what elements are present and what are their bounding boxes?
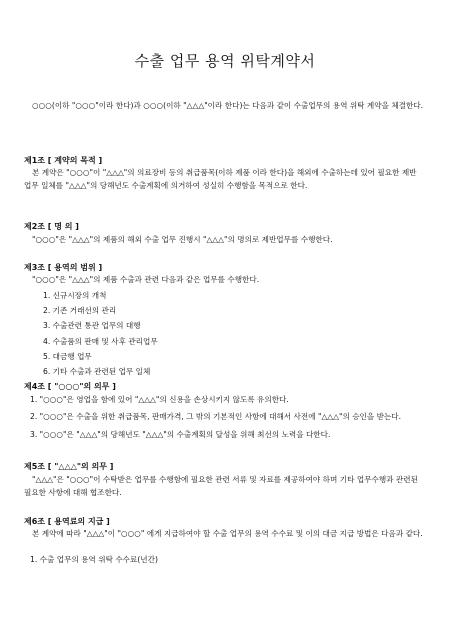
- article-3-heading: 제3조 [ 용역의 범위 ]: [24, 263, 103, 272]
- article-3-body: "○○○"은 "△△△"의 제품 수출과 관련 다음과 같은 업무를 수행한다.: [32, 275, 260, 284]
- list-item: 5. 대금행 업무: [43, 351, 92, 361]
- article-6-heading: 제6조 [ 용역료의 지급 ]: [24, 517, 110, 526]
- article-1-heading: 제1조 [ 계약의 목적 ]: [24, 156, 103, 165]
- article-1-body: 본 계약은 "○○○"이 "△△△"의 의료장비 등의 취급품목(이하 제품 이라 한다)을 해외에 수출하는데 있어 필요한 제반 업무 일체를 "△△△"의 당해년도 수출계획에 의거하여 성실히 수행함을 목적으로 한다.: [24, 168, 417, 190]
- article-5-body: "△△△"은 "○○○"이 수탁받은 업무를 수행함에 필요한 관련 서류 및 자료를 제공하여야 하며 기타 업무수행과 관련된 필요한 사항에 대해 협조한다.: [24, 475, 418, 497]
- list-item: 6. 기타 수출과 관련된 업무 일체: [43, 367, 151, 377]
- article-6-body: 본 계약에 따라 "△△△"이 "○○○" 에게 지급하여야 할 수출 업무의 용역 수수료 및 이의 대금 지급 방법은 다음과 같다.: [32, 529, 423, 538]
- list-item: 3. "○○○"은 "△△△"의 당해년도 "△△△"의 수출계획의 달성을 위해 최선의 노력을 다한다.: [30, 429, 331, 439]
- intro-paragraph: ○○○(이하 "○○○"이라 한다)과 ○○○(이하 "△△△"이라 한다)는 다음과 같이 수출업무의 용역 위탁 계약을 체결한다.: [32, 101, 424, 110]
- list-item: 2. 기존 거래선의 관리: [43, 306, 117, 316]
- article-4-list: [30, 394, 420, 446]
- list-item: 2. "○○○"은 수출을 위한 취급품목, 판매가격, 그 밖의 기본적인 사항에 대해서 사전에 "△△△"의 승인을 받는다.: [30, 412, 402, 422]
- article-2-body: "○○○"은 "△△△"의 제품의 해외 수출 업무 진행시 "△△△"의 명의로 제반업무를 수행한다.: [32, 235, 333, 244]
- article-2-heading: 제2조 [ 명 의 ]: [24, 222, 79, 231]
- list-item: 1. 신규시장의 개척: [43, 291, 107, 300]
- article-5-heading: 제5조 [ "△△△"의 의무 ]: [24, 462, 114, 471]
- document-title: 수출 업무 용역 위탁계약서: [134, 52, 316, 70]
- list-item: 1. 수출 업무의 용역 위탁 수수료(년간): [30, 555, 158, 564]
- list-item: 3. 수출관련 통관 업무의 대행: [43, 321, 141, 331]
- article-3-list: [43, 288, 413, 379]
- list-item: 1. "○○○"은 영업을 함에 있어 "△△△"의 신용을 손상시키지 않도록 유의한다.: [30, 395, 289, 404]
- article-4-heading: 제4조 [ "○○○"의 의무 ]: [24, 382, 116, 391]
- list-item: 4. 수출품의 판매 및 사후 관리업무: [43, 336, 158, 346]
- article-6-list: [30, 554, 420, 571]
